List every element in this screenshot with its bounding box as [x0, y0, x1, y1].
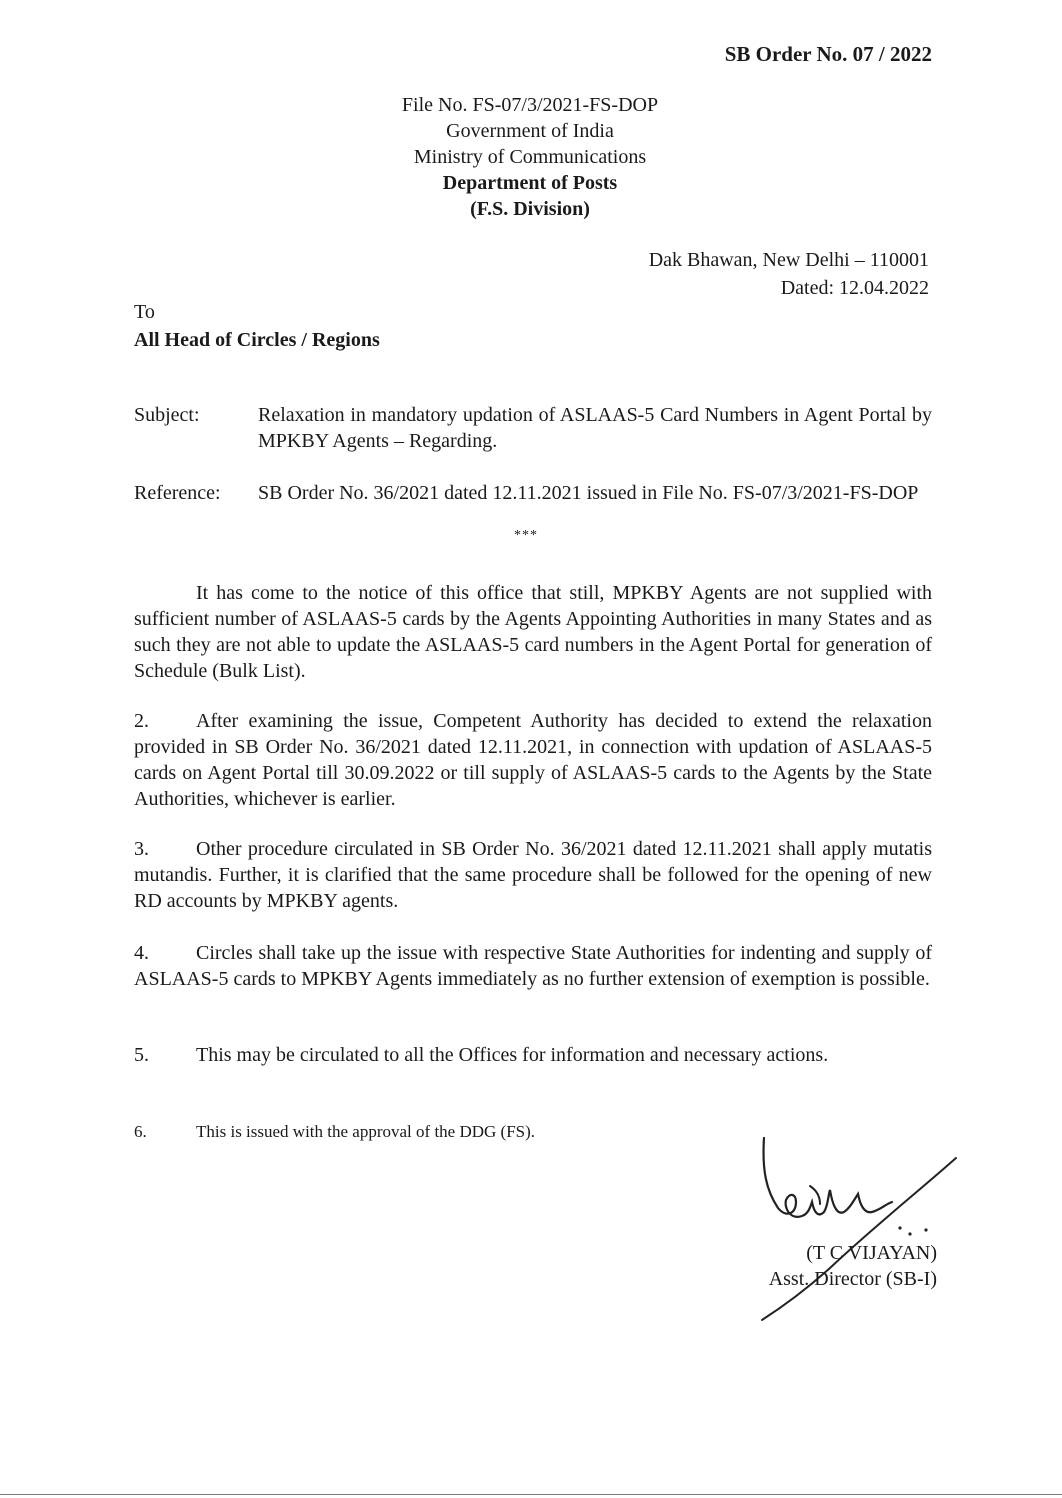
- division-line: (F.S. Division): [470, 198, 590, 220]
- paragraph-2-text: After examining the issue, Competent Authority has decided to extend the relaxation provided in SB Order No. 36/2021 dated 12.11.2021, in connection with updation of ASLAAS-5 cards on Agent Portal till 30.09.2022 or till supply of ASLAAS-5 cards to the Agents by the State Authorities, whichever is earlier.: [134, 710, 932, 810]
- paragraph-3-text: Other procedure circulated in SB Order No. 36/2021 dated 12.11.2021 shall apply mutatis mutandis. Further, it is clarified that the same procedure shall be followed for the opening of new RD accounts by MPKBY agents.: [134, 838, 932, 912]
- recipient-line: All Head of Circles / Regions: [134, 329, 380, 351]
- subject-text: Relaxation in mandatory updation of ASLAAS-5 Card Numbers in Agent Portal by MPKBY Agents – Regarding.: [258, 404, 932, 452]
- handwritten-signature: [750, 1130, 970, 1330]
- paragraph-4-number: 4.: [134, 942, 149, 964]
- paragraph-6-text: This is issued with the approval of the DDG (FS).: [196, 1122, 536, 1141]
- separator-stars: ***: [514, 528, 538, 543]
- paragraph-3-number: 3.: [134, 838, 149, 860]
- addressee-block: [134, 298, 380, 354]
- paragraph-5-text: This may be circulated to all the Offices for information and necessary actions.: [196, 1044, 829, 1066]
- bottom-edge-line: [0, 1494, 1062, 1495]
- reference-label: Reference:: [134, 482, 221, 504]
- letter-header: [320, 92, 740, 222]
- date-line: Dated: 12.04.2022: [780, 277, 929, 299]
- signatory-designation: Asst. Director (SB-I): [768, 1268, 937, 1290]
- signatory-block: [769, 1240, 937, 1292]
- signatory-name: (T C VIJAYAN): [806, 1242, 937, 1264]
- reference-row: [134, 480, 932, 506]
- place-line: Dak Bhawan, New Delhi – 110001: [648, 249, 929, 271]
- paragraph-1: [134, 580, 932, 684]
- paragraph-4-text: Circles shall take up the issue with respective State Authorities for indenting and supply of ASLAAS-5 cards to MPKBY Agents immediately as no further extension of exemption is possible.: [134, 942, 932, 990]
- reference-text: SB Order No. 36/2021 dated 12.11.2021 issued in File No. FS-07/3/2021-FS-DOP: [258, 482, 919, 504]
- order-number: SB Order No. 07 / 2022: [724, 42, 932, 66]
- file-number: File No. FS-07/3/2021-FS-DOP: [401, 94, 659, 116]
- paragraph-2: [134, 708, 932, 812]
- paragraph-1-text: It has come to the notice of this office that still, MPKBY Agents are not supplied with sufficient number of ASLAAS-5 cards by the Agents Appointing Authorities in many States and as such they are not able to update the ASLAAS-5 card numbers in the Agent Portal for generation of Schedule (Bulk List).: [134, 582, 932, 682]
- subject-row: [134, 402, 932, 454]
- paragraph-3: [134, 836, 932, 914]
- paragraph-6-number: 6.: [134, 1122, 147, 1141]
- department-line: Department of Posts: [442, 172, 618, 194]
- place-date-block: [649, 246, 929, 302]
- to-label: To: [134, 301, 155, 323]
- subject-label: Subject:: [134, 404, 200, 426]
- government-line: Government of India: [446, 120, 614, 142]
- paragraph-5-number: 5.: [134, 1044, 149, 1066]
- paragraph-5: [134, 1042, 932, 1068]
- ministry-line: Ministry of Communications: [413, 146, 647, 168]
- paragraph-2-number: 2.: [134, 710, 149, 732]
- paragraph-4: [134, 940, 932, 992]
